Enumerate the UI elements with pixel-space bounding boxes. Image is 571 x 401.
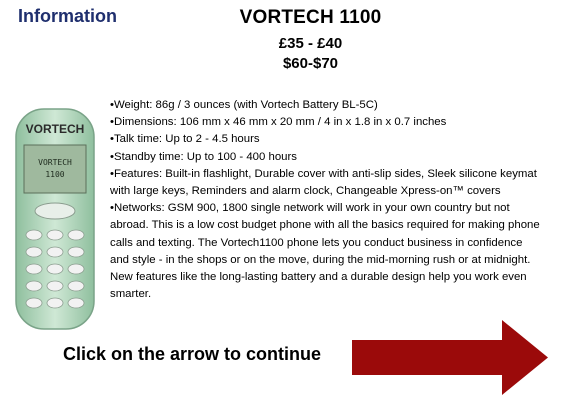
spec-weight: •Weight: 86g / 3 ounces (with Vortech Battery BL-5C) (110, 99, 378, 111)
price-usd: $60-$70 (282, 55, 339, 72)
phone-brand-label: VORTECH (25, 122, 85, 136)
spec-talk-time: •Talk time: Up to 2 - 4.5 hours (110, 133, 260, 146)
phone-image (10, 107, 100, 332)
continue-instruction: Click on the arrow to continue (63, 344, 322, 364)
price-gbp: £35 - £40 (278, 35, 343, 52)
product-title: VORTECH 1100 (239, 7, 382, 28)
spec-features: •Features: Built-in flashlight, Durable cover with anti-slip sides, Sleek silicone keymat with large keys, Reminders and alarm clock, Changeable Xpress-on™ covers (110, 167, 537, 198)
spec-list (110, 97, 540, 303)
section-heading: Information (18, 6, 117, 26)
spec-networks: •Networks: GSM 900, 1800 single network will work in your own country but not abroad. This is a low cost budget phone with all the basics required for making phone calls and texting. The Vortech1100 phone lets you conduct business in confidence and style - in the shops or on the move, during the mid-morning rush or at midnight. New features like the long-lasting battery and a durable design help you work even smarter. (110, 202, 540, 301)
phone-screen-line1: VORTECH (38, 158, 72, 167)
phone-screen-line2: 1100 (45, 170, 65, 179)
right-arrow-icon[interactable] (352, 320, 548, 395)
spec-standby-time: •Standby time: Up to 100 - 400 hours (110, 150, 297, 163)
spec-dimensions: •Dimensions: 106 mm x 46 mm x 20 mm / 4 in x 1.8 in x 0.7 inches (110, 116, 447, 129)
